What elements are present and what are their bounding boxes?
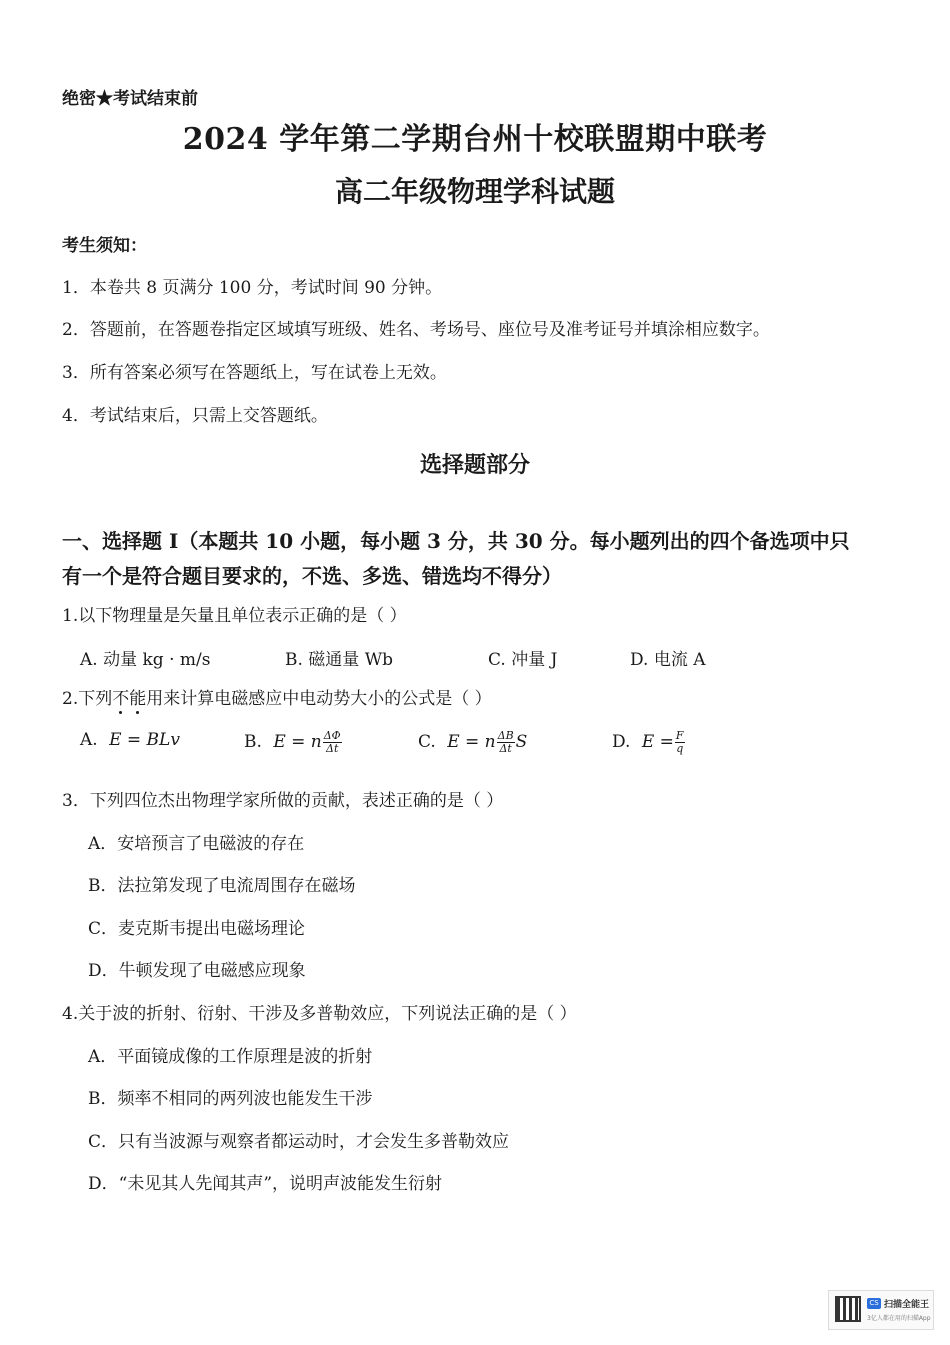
q1-option-c: C. 冲量 J (488, 650, 558, 670)
q2-option-d-label: D. (612, 732, 631, 752)
notice-heading: 考生须知： (62, 236, 147, 256)
q3-option-a: A．安培预言了电磁波的存在 (88, 834, 305, 854)
question-4-stem: 4.关于波的折射、衍射、干涉及多普勒效应，下列说法正确的是（ ） (62, 1004, 577, 1024)
q4-option-c: C．只有当波源与观察者都运动时，才会发生多普勒效应 (88, 1132, 510, 1152)
q4-option-d: D．“未见其人先闻其声”，说明声波能发生衍射 (88, 1174, 443, 1194)
q2-option-c-prefix: E = n (447, 732, 496, 752)
question-2-stem (62, 684, 492, 709)
cs-badge-icon: CS (867, 1298, 881, 1309)
fraction-denominator: q (676, 742, 684, 755)
q1-option-d: D. 电流 A (630, 650, 706, 670)
confidential-label: 绝密★考试结束前 (62, 89, 198, 109)
q3-option-c: C．麦克斯韦提出电磁场理论 (88, 919, 306, 939)
fraction-denominator: Δt (326, 742, 339, 755)
q1-option-b: B. 磁通量 Wb (285, 650, 394, 670)
q2-option-a-formula: E = BLv (109, 730, 180, 750)
q2-option-b (244, 730, 343, 755)
notice-item: 4．考试结束后，只需上交答题纸。 (62, 406, 328, 426)
q2-option-b-fraction (323, 730, 342, 755)
q2-emphasis-not: 不 (112, 689, 130, 709)
part-heading-line1: 一、选择题 I（本题共 10 小题，每小题 3 分，共 30 分。每小题列出的四个备选项中只 (62, 529, 850, 553)
scanner-watermark (828, 1290, 934, 1330)
scanner-app-name: 扫描全能王 (884, 1300, 930, 1310)
q2-option-c (418, 730, 527, 755)
q2-option-d (612, 730, 686, 755)
qr-code-icon (835, 1296, 861, 1322)
notice-item: 3．所有答案必须写在答题纸上，写在试卷上无效。 (62, 363, 447, 383)
exam-title: 2024 学年第二学期台州十校联盟期中联考 (182, 122, 768, 157)
q2-option-a (80, 730, 180, 750)
q1-option-a: A. 动量 kg · m/s (80, 650, 211, 670)
exam-subtitle: 高二年级物理学科试题 (334, 175, 615, 208)
q2-option-c-fraction (497, 730, 515, 755)
part-heading-line2: 有一个是符合题目要求的，不选、多选、错选均不得分） (62, 564, 562, 588)
q2-stem-suffix: 用来计算电磁感应中电动势大小的公式是（ ） (146, 689, 492, 709)
q2-option-c-label: C. (418, 732, 436, 752)
fraction-numerator: ΔΦ (323, 729, 341, 742)
notice-item: 2．答题前，在答题卷指定区域填写班级、姓名、考场号、座位号及准考证号并填涂相应数字。 (62, 320, 770, 340)
q3-option-d: D．牛顿发现了电磁感应现象 (88, 961, 306, 981)
q4-option-a: A．平面镜成像的工作原理是波的折射 (88, 1047, 373, 1067)
q2-option-d-prefix: E = (641, 732, 674, 752)
q4-option-b: B．频率不相同的两列波也能发生干涉 (88, 1089, 373, 1109)
fraction-numerator: F (675, 729, 684, 742)
q2-option-a-label: A. (80, 730, 98, 750)
q2-emphasis-can: 能 (129, 689, 147, 709)
q3-option-b: B．法拉第发现了电流周围存在磁场 (88, 876, 356, 896)
scanner-app-tagline: 3亿人都在用的扫描App (867, 1315, 931, 1322)
question-3-stem: 3．下列四位杰出物理学家所做的贡献，表述正确的是（ ） (62, 791, 504, 811)
q2-option-c-suffix: S (515, 732, 528, 752)
q2-option-b-prefix: E = n (273, 732, 322, 752)
question-1-stem: 1.以下物理量是矢量且单位表示正确的是（ ） (62, 606, 407, 626)
section-title: 选择题部分 (419, 452, 530, 478)
notice-item: 1．本卷共 8 页满分 100 分，考试时间 90 分钟。 (62, 278, 443, 298)
q2-stem-prefix: 2.下列 (62, 689, 113, 709)
q2-option-d-fraction (675, 730, 685, 755)
fraction-numerator: ΔB (497, 729, 514, 742)
fraction-denominator: Δt (499, 742, 512, 755)
q2-option-b-label: B. (244, 732, 262, 752)
